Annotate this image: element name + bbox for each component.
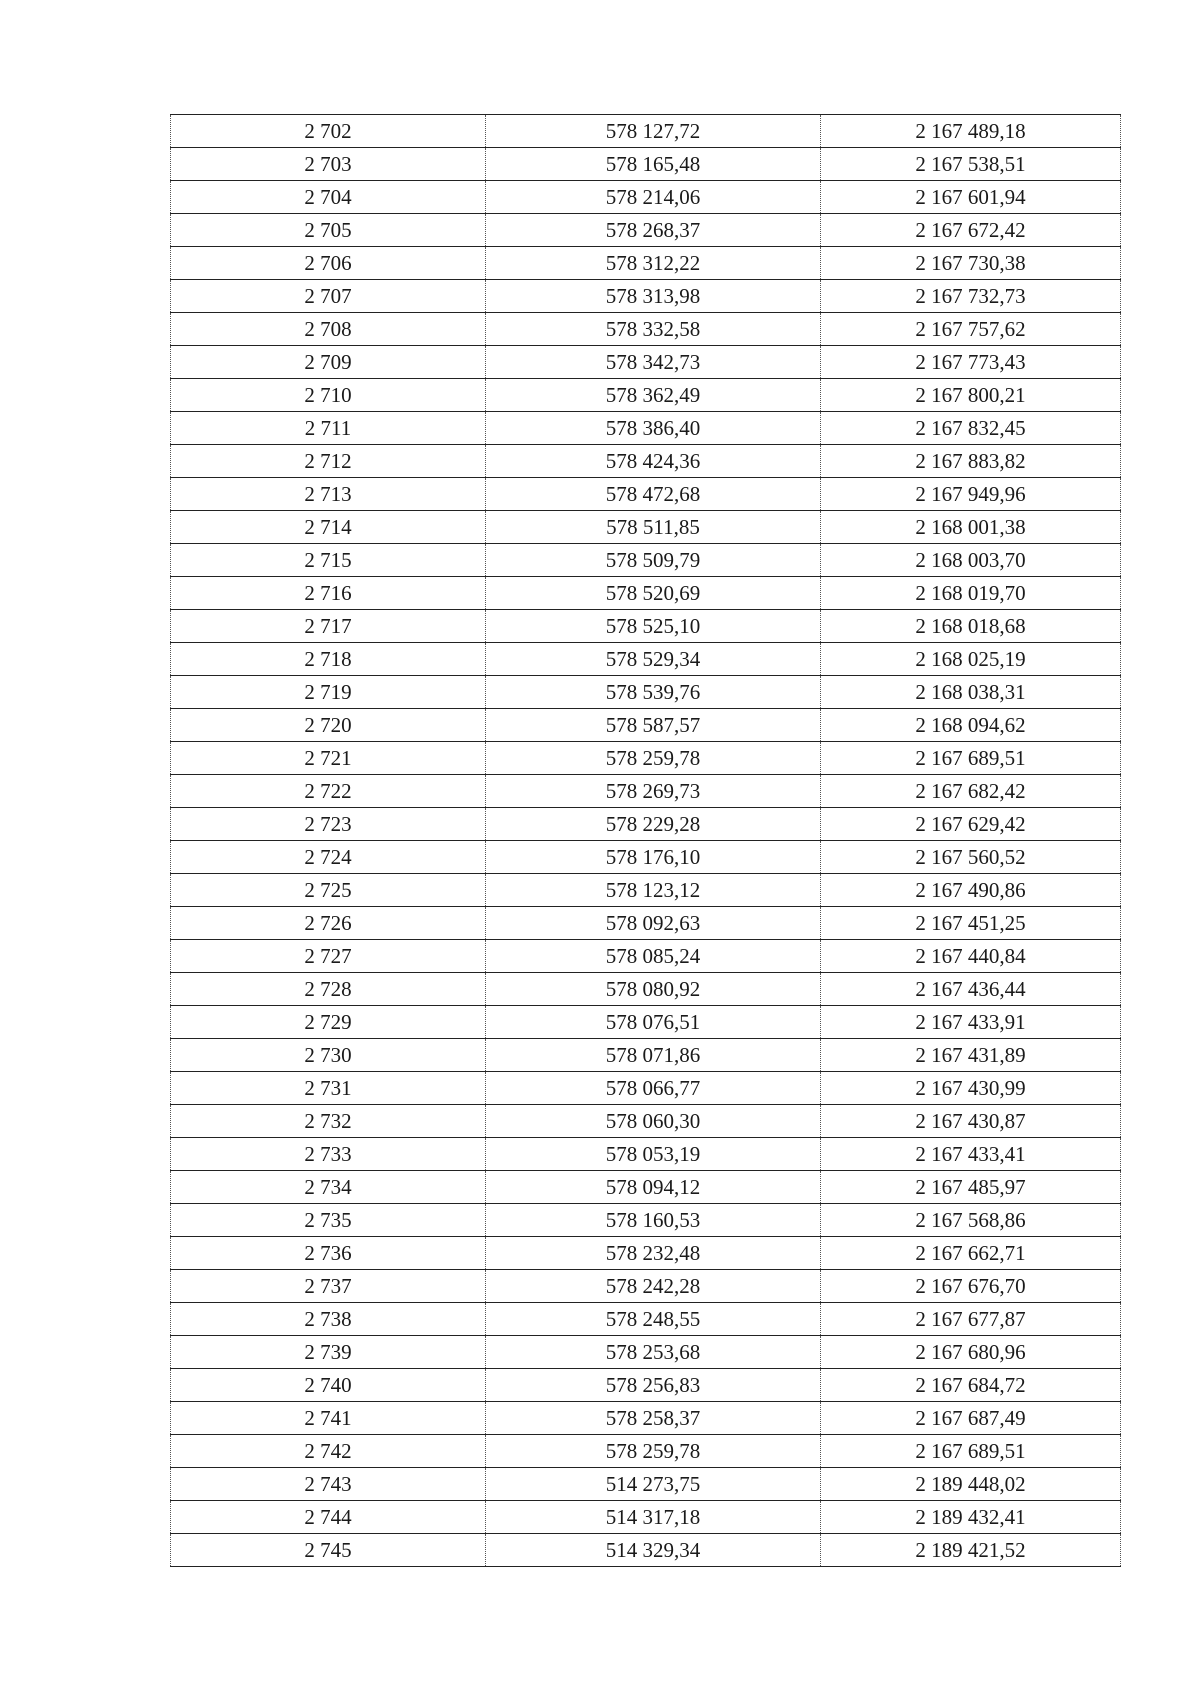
- x-coordinate-cell: 578 313,98: [486, 280, 821, 313]
- point-number-cell: 2 703: [171, 148, 486, 181]
- table-row: [171, 610, 1121, 643]
- y-coordinate-cell: 2 167 433,41: [821, 1138, 1121, 1171]
- point-number-cell: 2 716: [171, 577, 486, 610]
- x-coordinate-cell: 578 080,92: [486, 973, 821, 1006]
- y-coordinate-cell: 2 167 949,96: [821, 478, 1121, 511]
- point-number-cell: 2 708: [171, 313, 486, 346]
- x-coordinate-cell: 578 259,78: [486, 1435, 821, 1468]
- y-coordinate-cell: 2 168 003,70: [821, 544, 1121, 577]
- y-coordinate-cell: 2 167 689,51: [821, 1435, 1121, 1468]
- table-row: [171, 1237, 1121, 1270]
- x-coordinate-cell: 578 525,10: [486, 610, 821, 643]
- table-row: [171, 412, 1121, 445]
- y-coordinate-cell: 2 167 682,42: [821, 775, 1121, 808]
- point-number-cell: 2 740: [171, 1369, 486, 1402]
- y-coordinate-cell: 2 167 676,70: [821, 1270, 1121, 1303]
- x-coordinate-cell: 514 273,75: [486, 1468, 821, 1501]
- point-number-cell: 2 730: [171, 1039, 486, 1072]
- x-coordinate-cell: 578 053,19: [486, 1138, 821, 1171]
- x-coordinate-cell: 578 176,10: [486, 841, 821, 874]
- table-row: [171, 1369, 1121, 1402]
- x-coordinate-cell: 578 332,58: [486, 313, 821, 346]
- table-row: [171, 181, 1121, 214]
- y-coordinate-cell: 2 167 883,82: [821, 445, 1121, 478]
- point-number-cell: 2 707: [171, 280, 486, 313]
- x-coordinate-cell: 578 071,86: [486, 1039, 821, 1072]
- table-row: [171, 511, 1121, 544]
- y-coordinate-cell: 2 168 018,68: [821, 610, 1121, 643]
- y-coordinate-cell: 2 167 560,52: [821, 841, 1121, 874]
- x-coordinate-cell: 578 229,28: [486, 808, 821, 841]
- point-number-cell: 2 736: [171, 1237, 486, 1270]
- point-number-cell: 2 729: [171, 1006, 486, 1039]
- point-number-cell: 2 720: [171, 709, 486, 742]
- table-row: [171, 1105, 1121, 1138]
- table-row: [171, 1072, 1121, 1105]
- table-row: [171, 676, 1121, 709]
- y-coordinate-cell: 2 167 732,73: [821, 280, 1121, 313]
- y-coordinate-cell: 2 167 489,18: [821, 115, 1121, 148]
- point-number-cell: 2 734: [171, 1171, 486, 1204]
- y-coordinate-cell: 2 189 448,02: [821, 1468, 1121, 1501]
- x-coordinate-cell: 578 060,30: [486, 1105, 821, 1138]
- point-number-cell: 2 732: [171, 1105, 486, 1138]
- point-number-cell: 2 743: [171, 1468, 486, 1501]
- y-coordinate-cell: 2 167 490,86: [821, 874, 1121, 907]
- point-number-cell: 2 727: [171, 940, 486, 973]
- table-row: [171, 148, 1121, 181]
- point-number-cell: 2 741: [171, 1402, 486, 1435]
- table-row: [171, 577, 1121, 610]
- x-coordinate-cell: 578 256,83: [486, 1369, 821, 1402]
- point-number-cell: 2 724: [171, 841, 486, 874]
- table-row: [171, 1303, 1121, 1336]
- point-number-cell: 2 738: [171, 1303, 486, 1336]
- x-coordinate-cell: 578 127,72: [486, 115, 821, 148]
- x-coordinate-cell: 578 509,79: [486, 544, 821, 577]
- x-coordinate-cell: 514 317,18: [486, 1501, 821, 1534]
- x-coordinate-cell: 578 342,73: [486, 346, 821, 379]
- table-row: [171, 1270, 1121, 1303]
- point-number-cell: 2 723: [171, 808, 486, 841]
- table-row: [171, 874, 1121, 907]
- y-coordinate-cell: 2 167 433,91: [821, 1006, 1121, 1039]
- table-row: [171, 445, 1121, 478]
- table-row: [171, 709, 1121, 742]
- x-coordinate-cell: 578 472,68: [486, 478, 821, 511]
- point-number-cell: 2 706: [171, 247, 486, 280]
- point-number-cell: 2 733: [171, 1138, 486, 1171]
- table-row: [171, 1138, 1121, 1171]
- y-coordinate-cell: 2 168 038,31: [821, 676, 1121, 709]
- x-coordinate-cell: 578 066,77: [486, 1072, 821, 1105]
- table-row: [171, 313, 1121, 346]
- x-coordinate-cell: 578 085,24: [486, 940, 821, 973]
- x-coordinate-cell: 578 232,48: [486, 1237, 821, 1270]
- table-row: [171, 841, 1121, 874]
- y-coordinate-cell: 2 167 689,51: [821, 742, 1121, 775]
- table-row: [171, 742, 1121, 775]
- y-coordinate-cell: 2 167 672,42: [821, 214, 1121, 247]
- y-coordinate-cell: 2 168 001,38: [821, 511, 1121, 544]
- x-coordinate-cell: 578 539,76: [486, 676, 821, 709]
- table-row: [171, 1435, 1121, 1468]
- table-row: [171, 1534, 1121, 1567]
- x-coordinate-cell: 578 092,63: [486, 907, 821, 940]
- point-number-cell: 2 709: [171, 346, 486, 379]
- table-row: [171, 1402, 1121, 1435]
- point-number-cell: 2 712: [171, 445, 486, 478]
- point-number-cell: 2 722: [171, 775, 486, 808]
- y-coordinate-cell: 2 189 432,41: [821, 1501, 1121, 1534]
- x-coordinate-cell: 578 094,12: [486, 1171, 821, 1204]
- point-number-cell: 2 721: [171, 742, 486, 775]
- y-coordinate-cell: 2 167 430,87: [821, 1105, 1121, 1138]
- y-coordinate-cell: 2 167 730,38: [821, 247, 1121, 280]
- point-number-cell: 2 705: [171, 214, 486, 247]
- table-row: [171, 808, 1121, 841]
- point-number-cell: 2 714: [171, 511, 486, 544]
- y-coordinate-cell: 2 167 431,89: [821, 1039, 1121, 1072]
- y-coordinate-cell: 2 167 568,86: [821, 1204, 1121, 1237]
- y-coordinate-cell: 2 167 687,49: [821, 1402, 1121, 1435]
- table-row: [171, 247, 1121, 280]
- x-coordinate-cell: 578 511,85: [486, 511, 821, 544]
- x-coordinate-cell: 578 214,06: [486, 181, 821, 214]
- y-coordinate-cell: 2 167 677,87: [821, 1303, 1121, 1336]
- point-number-cell: 2 735: [171, 1204, 486, 1237]
- point-number-cell: 2 742: [171, 1435, 486, 1468]
- table-row: [171, 478, 1121, 511]
- y-coordinate-cell: 2 167 684,72: [821, 1369, 1121, 1402]
- y-coordinate-cell: 2 168 025,19: [821, 643, 1121, 676]
- x-coordinate-cell: 578 424,36: [486, 445, 821, 478]
- x-coordinate-cell: 578 529,34: [486, 643, 821, 676]
- table-row: [171, 544, 1121, 577]
- point-number-cell: 2 719: [171, 676, 486, 709]
- table-row: [171, 1336, 1121, 1369]
- point-number-cell: 2 725: [171, 874, 486, 907]
- point-number-cell: 2 739: [171, 1336, 486, 1369]
- x-coordinate-cell: 578 312,22: [486, 247, 821, 280]
- table-row: [171, 280, 1121, 313]
- point-number-cell: 2 745: [171, 1534, 486, 1567]
- table-row: [171, 907, 1121, 940]
- y-coordinate-cell: 2 167 436,44: [821, 973, 1121, 1006]
- table-row: [171, 1468, 1121, 1501]
- y-coordinate-cell: 2 168 019,70: [821, 577, 1121, 610]
- y-coordinate-cell: 2 167 832,45: [821, 412, 1121, 445]
- x-coordinate-cell: 578 269,73: [486, 775, 821, 808]
- x-coordinate-cell: 578 259,78: [486, 742, 821, 775]
- x-coordinate-cell: 578 242,28: [486, 1270, 821, 1303]
- table-row: [171, 1171, 1121, 1204]
- y-coordinate-cell: 2 167 773,43: [821, 346, 1121, 379]
- point-number-cell: 2 715: [171, 544, 486, 577]
- table-row: [171, 1039, 1121, 1072]
- coordinate-table: [170, 114, 1121, 1567]
- point-number-cell: 2 731: [171, 1072, 486, 1105]
- y-coordinate-cell: 2 167 485,97: [821, 1171, 1121, 1204]
- table-row: [171, 940, 1121, 973]
- point-number-cell: 2 726: [171, 907, 486, 940]
- coordinate-table-body: [171, 115, 1121, 1567]
- point-number-cell: 2 713: [171, 478, 486, 511]
- point-number-cell: 2 718: [171, 643, 486, 676]
- x-coordinate-cell: 578 123,12: [486, 874, 821, 907]
- x-coordinate-cell: 578 165,48: [486, 148, 821, 181]
- point-number-cell: 2 728: [171, 973, 486, 1006]
- x-coordinate-cell: 578 160,53: [486, 1204, 821, 1237]
- y-coordinate-cell: 2 167 629,42: [821, 808, 1121, 841]
- table-row: [171, 775, 1121, 808]
- y-coordinate-cell: 2 167 601,94: [821, 181, 1121, 214]
- point-number-cell: 2 744: [171, 1501, 486, 1534]
- table-row: [171, 115, 1121, 148]
- point-number-cell: 2 737: [171, 1270, 486, 1303]
- y-coordinate-cell: 2 167 680,96: [821, 1336, 1121, 1369]
- y-coordinate-cell: 2 167 440,84: [821, 940, 1121, 973]
- x-coordinate-cell: 578 386,40: [486, 412, 821, 445]
- x-coordinate-cell: 578 076,51: [486, 1006, 821, 1039]
- y-coordinate-cell: 2 167 662,71: [821, 1237, 1121, 1270]
- point-number-cell: 2 704: [171, 181, 486, 214]
- y-coordinate-cell: 2 167 800,21: [821, 379, 1121, 412]
- point-number-cell: 2 717: [171, 610, 486, 643]
- y-coordinate-cell: 2 167 451,25: [821, 907, 1121, 940]
- y-coordinate-cell: 2 167 757,62: [821, 313, 1121, 346]
- x-coordinate-cell: 578 362,49: [486, 379, 821, 412]
- x-coordinate-cell: 578 520,69: [486, 577, 821, 610]
- x-coordinate-cell: 578 248,55: [486, 1303, 821, 1336]
- x-coordinate-cell: 514 329,34: [486, 1534, 821, 1567]
- table-row: [171, 973, 1121, 1006]
- point-number-cell: 2 702: [171, 115, 486, 148]
- x-coordinate-cell: 578 258,37: [486, 1402, 821, 1435]
- table-row: [171, 1501, 1121, 1534]
- table-row: [171, 346, 1121, 379]
- y-coordinate-cell: 2 167 430,99: [821, 1072, 1121, 1105]
- table-row: [171, 1204, 1121, 1237]
- x-coordinate-cell: 578 253,68: [486, 1336, 821, 1369]
- point-number-cell: 2 710: [171, 379, 486, 412]
- x-coordinate-cell: 578 587,57: [486, 709, 821, 742]
- point-number-cell: 2 711: [171, 412, 486, 445]
- x-coordinate-cell: 578 268,37: [486, 214, 821, 247]
- table-row: [171, 1006, 1121, 1039]
- y-coordinate-cell: 2 189 421,52: [821, 1534, 1121, 1567]
- table-row: [171, 379, 1121, 412]
- y-coordinate-cell: 2 167 538,51: [821, 148, 1121, 181]
- y-coordinate-cell: 2 168 094,62: [821, 709, 1121, 742]
- table-row: [171, 643, 1121, 676]
- table-row: [171, 214, 1121, 247]
